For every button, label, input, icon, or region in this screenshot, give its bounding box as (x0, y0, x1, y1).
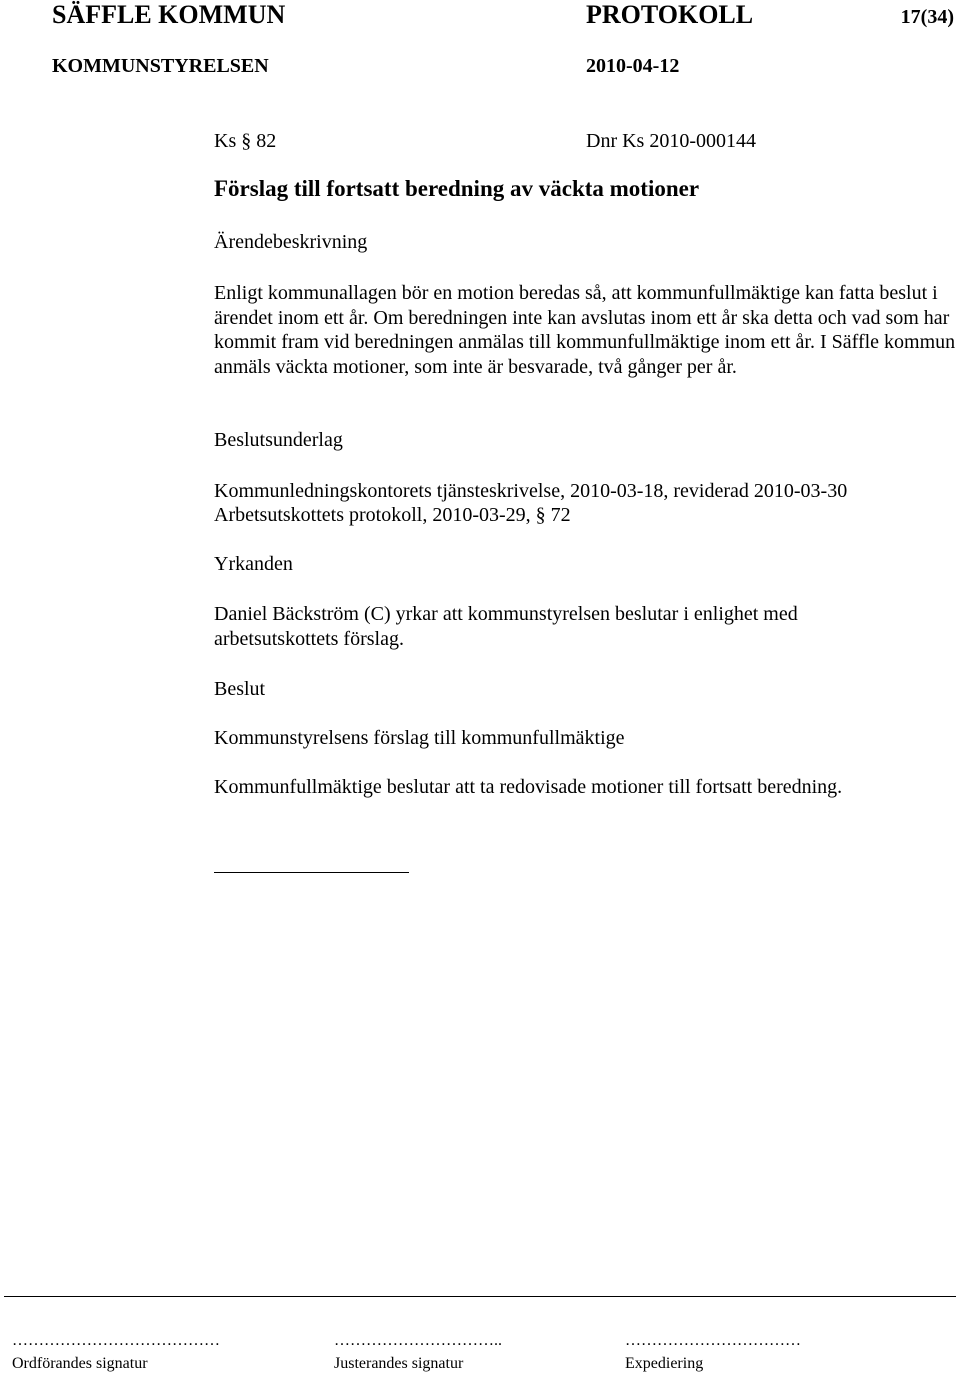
motions-text: Daniel Bäckström (C) yrkar att kommunstyrelsen beslutar i enlighet med arbetsutskottets förslag. (214, 603, 798, 650)
diary-number: Dnr Ks 2010-000144 (586, 130, 756, 152)
basis-line-2: Arbetsutskottets protokoll, 2010-03-29, § 72 (214, 504, 571, 526)
meeting-date: 2010-04-12 (586, 55, 680, 77)
basis-line-1: Kommunledningskontorets tjänsteskrivelse, 2010-03-18, reviderad 2010-03-30 (214, 480, 848, 502)
decision-heading: Beslut (214, 678, 266, 700)
description-text: Enligt kommunallagen bör en motion beredas så, att kommunfullmäktige kan fatta beslut i ärendet inom ett år. Om beredningen inte kan avslutas inom ett år ska detta och vad som har kommit fram vid beredningen anmälas till kommunfullmäktige inom ett år. I Säffle kommun anmäls väckta motioner, som inte är besvarade, två gånger per år. (214, 282, 956, 378)
basis-heading: Beslutsunderlag (214, 429, 343, 451)
board-name: KOMMUNSTYRELSEN (52, 55, 269, 77)
motions-heading: Yrkanden (214, 553, 293, 575)
description-heading: Ärendebeskrivning (214, 231, 368, 253)
chair-signature-line: ………………………………… (12, 1332, 220, 1349)
dispatch-line: …………………………… (625, 1332, 801, 1349)
footer-rule (4, 1296, 956, 1297)
case-title: Förslag till fortsatt beredning av väckta motioner (214, 176, 700, 201)
decision-line-2: Kommunfullmäktige beslutar att ta redovisade motioner till fortsatt beredning. (214, 776, 843, 798)
chair-signature-label: Ordförandes signatur (12, 1355, 148, 1372)
paragraph-reference: Ks § 82 (214, 130, 277, 152)
organization-name: SÄFFLE KOMMUN (52, 0, 286, 29)
adjuster-signature-line: ………………………….. (334, 1332, 502, 1349)
end-of-section-line (214, 872, 409, 873)
page-number: 17(34) (900, 6, 954, 28)
document-type: PROTOKOLL (586, 0, 754, 29)
adjuster-signature-label: Justerandes signatur (334, 1355, 464, 1372)
decision-line-1: Kommunstyrelsens förslag till kommunfullmäktige (214, 727, 625, 749)
dispatch-label: Expediering (625, 1355, 704, 1372)
